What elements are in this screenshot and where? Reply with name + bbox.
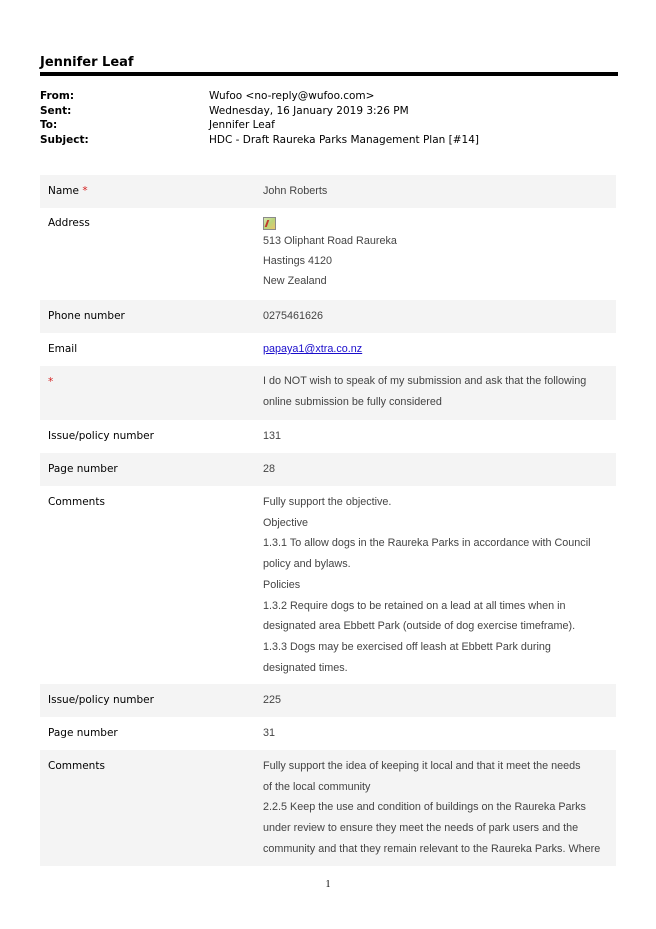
comment-line: Fully support the idea of keeping it local and that it meet the needs bbox=[263, 760, 581, 772]
comments-value bbox=[263, 486, 616, 684]
comment-line: Objective bbox=[263, 516, 309, 529]
consent-line: online submission be fully considered bbox=[263, 396, 442, 408]
page-number-label: Page number bbox=[48, 727, 118, 739]
comment-line: 2.2.5 Keep the use and condition of buildings on the Raureka Parks bbox=[263, 801, 586, 814]
comments-label: Comments bbox=[48, 496, 105, 508]
form-row-email bbox=[40, 333, 616, 366]
title-divider bbox=[40, 72, 618, 76]
address-line: Hastings 4120 bbox=[263, 255, 333, 267]
header-from-row bbox=[40, 89, 618, 104]
header-sent-row bbox=[40, 104, 618, 119]
comment-line: 1.3.3 Dogs may be exercised off leash at Ebbett Park during bbox=[263, 640, 551, 653]
comments-value bbox=[263, 750, 616, 866]
name-value: John Roberts bbox=[263, 185, 328, 197]
issue-value: 225 bbox=[263, 694, 282, 706]
comment-line: Fully support the objective. bbox=[263, 496, 392, 508]
comment-line: 1.3.1 To allow dogs in the Raureka Parks in accordance with Council bbox=[263, 537, 591, 550]
issue-value: 131 bbox=[263, 430, 282, 442]
comment-line: designated area Ebbett Park (outside of dog exercise timeframe). bbox=[263, 620, 576, 633]
comment-line: of the local community bbox=[263, 780, 371, 793]
form-row-name bbox=[40, 175, 616, 208]
name-label-cell bbox=[40, 175, 263, 208]
form-row-phone bbox=[40, 300, 616, 333]
form-row-issue-2 bbox=[40, 684, 616, 717]
phone-value: 0275461626 bbox=[263, 310, 324, 322]
address-value bbox=[263, 208, 616, 300]
form-row-page-2 bbox=[40, 717, 616, 750]
consent-label-cell bbox=[40, 366, 263, 420]
header-to-row bbox=[40, 118, 618, 133]
required-marker: * bbox=[82, 185, 88, 197]
subject-label: Subject: bbox=[40, 133, 89, 146]
form-row-address bbox=[40, 208, 616, 300]
broken-image-icon bbox=[263, 217, 276, 230]
email-link[interactable]: papaya1@xtra.co.nz bbox=[263, 343, 363, 355]
comment-line: 1.3.2 Require dogs to be retained on a lead at all times when in bbox=[263, 599, 566, 612]
page-number-value: 31 bbox=[263, 727, 276, 739]
required-marker: * bbox=[48, 376, 54, 388]
to-value: Jennifer Leaf bbox=[209, 119, 275, 132]
sent-label: Sent: bbox=[40, 104, 72, 117]
from-value: Wufoo <no-reply@wufoo.com> bbox=[209, 90, 375, 102]
header-subject-row bbox=[40, 133, 618, 148]
sent-value: Wednesday, 16 January 2019 3:26 PM bbox=[209, 104, 409, 117]
form-row-comments-1 bbox=[40, 486, 616, 684]
form-row-consent bbox=[40, 366, 616, 420]
comment-line: community and that they remain relevant to the Raureka Parks. Where bbox=[263, 842, 601, 855]
comments-label: Comments bbox=[48, 760, 105, 772]
submission-form-table bbox=[40, 175, 616, 866]
address-line: 513 Oliphant Road Raureka bbox=[263, 235, 397, 247]
form-row-page-1 bbox=[40, 453, 616, 486]
email-header-block bbox=[40, 89, 618, 147]
issue-label: Issue/policy number bbox=[48, 430, 154, 442]
page-number-value: 28 bbox=[263, 463, 276, 475]
form-row-issue-1 bbox=[40, 420, 616, 453]
email-label: Email bbox=[48, 343, 78, 355]
form-row-comments-2 bbox=[40, 750, 616, 866]
from-label: From: bbox=[40, 90, 75, 102]
comment-line: designated times. bbox=[263, 661, 348, 674]
name-label: Name bbox=[48, 185, 79, 197]
consent-line: I do NOT wish to speak of my submission and ask that the following bbox=[263, 375, 587, 387]
mailbox-owner-title: Jennifer Leaf bbox=[40, 55, 134, 70]
email-value bbox=[263, 333, 616, 366]
address-line: New Zealand bbox=[263, 275, 327, 287]
issue-label: Issue/policy number bbox=[48, 694, 154, 706]
comment-line: Policies bbox=[263, 578, 301, 591]
comment-line: under review to ensure they meet the needs of park users and the bbox=[263, 822, 579, 835]
to-label: To: bbox=[40, 119, 58, 132]
page-number-label: Page number bbox=[48, 463, 118, 475]
subject-value: HDC - Draft Raureka Parks Management Plan [#14] bbox=[209, 133, 479, 146]
comment-line: policy and bylaws. bbox=[263, 558, 351, 571]
phone-label: Phone number bbox=[48, 310, 125, 322]
consent-value bbox=[263, 366, 616, 420]
page-number-footer: 1 bbox=[325, 879, 331, 890]
address-label: Address bbox=[48, 217, 90, 229]
